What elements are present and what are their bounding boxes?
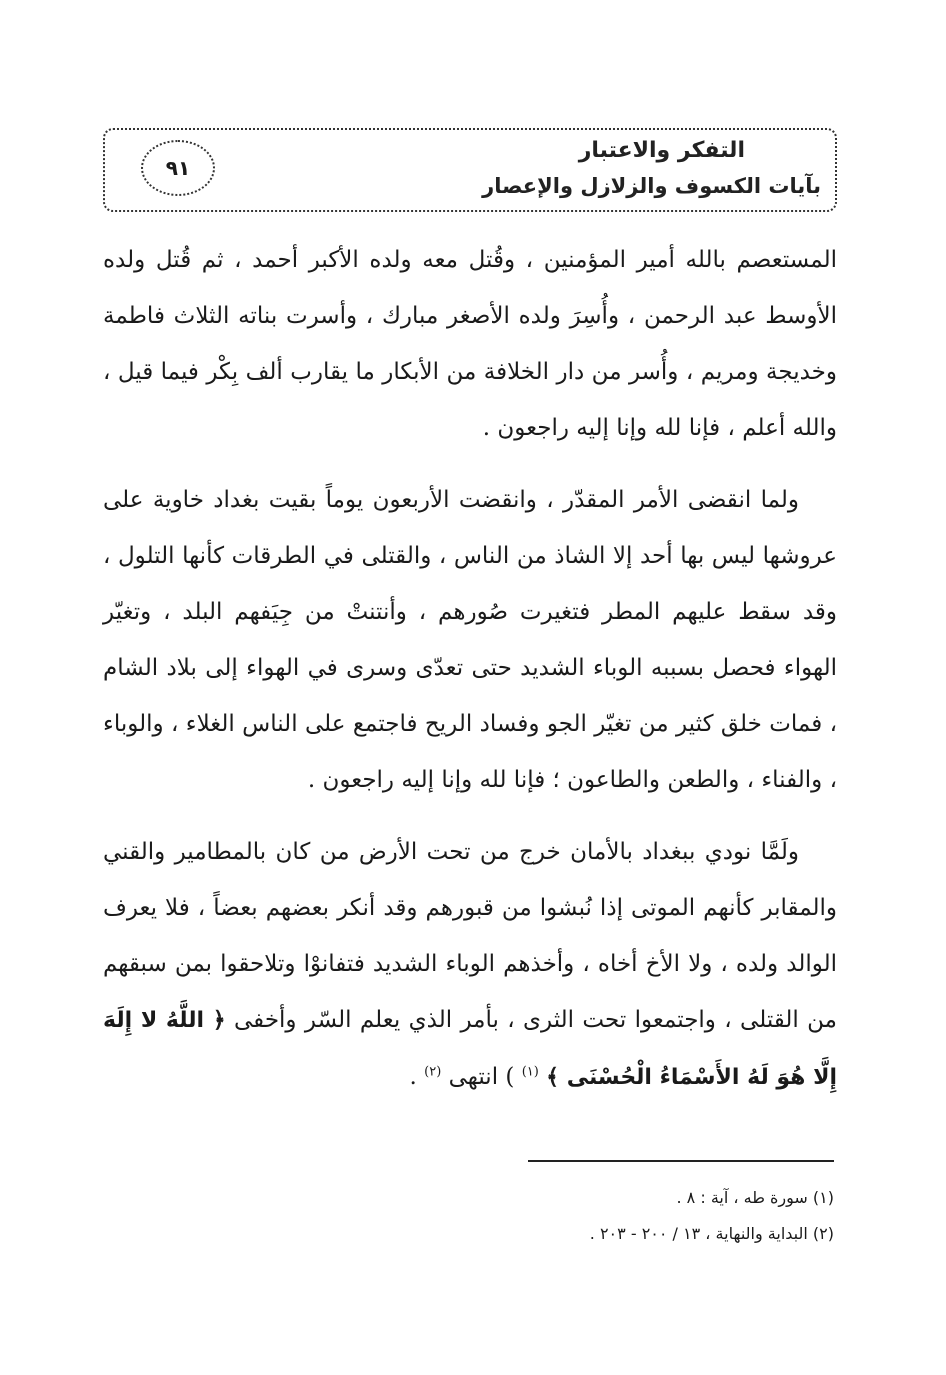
- footnote-divider: [528, 1160, 834, 1162]
- paragraph-3-period: .: [409, 1064, 417, 1090]
- header-subtitle: بآيات الكسوف والزلازل والإعصار: [482, 174, 821, 198]
- footnote-ref-1: (١): [521, 1064, 539, 1080]
- paragraph-1: المستعصم بالله أمير المؤمنين ، وقُتل معه ولده الأكبر أحمد ، ثم قُتل ولده الأوسط عبد الرحمن ، وأُسِرَ ولده الأصغر مبارك ، وأسرت بناته الثلاث فاطمة وخديجة ومريم ، وأُسر من دار الخلافة من الأبكار ما يقارب ألف بِكْر فيما قيل ، والله أعلم ، فإنا لله وإنا إليه راجعون .: [103, 247, 837, 441]
- footnote-2: (٢) البداية والنهاية ، ١٣ / ٢٠٠ - ٢٠٣ .: [589, 1224, 834, 1243]
- paragraph-2: ولما انقضى الأمر المقدّر ، وانقضت الأربعون يوماً بقيت بغداد خاوية على عروشها ليس بها أحد إلا الشاذ من الناس ، والقتلى في الطرقات كأنها التلول ، وقد سقط عليهم المطر فتغيرت صُورهم ، وأنتنتْ من جِيَفهم البلد ، وتغيّر الهواء فحصل بسببه الوباء الشديد حتى تعدّى وسرى في الهواء إلى بلاد الشام ، فمات خلق كثير من تغيّر الجو وفساد الريح فاجتمع على الناس الغلاء ، والوباء ، والفناء ، والطعن والطاعون ؛ فإنا لله وإنا إليه راجعون .: [103, 487, 837, 793]
- quran-verse: ﴿ اللَّهُ لا إِلَهَ إِلَّا هُوَ لَهُ الأَسْمَاءُ الْحُسْنَى ﴾: [103, 1008, 837, 1090]
- paragraph-3: [103, 824, 837, 1106]
- body-text: [103, 232, 837, 1106]
- page-header: [103, 128, 837, 212]
- footnotes: [400, 1180, 834, 1252]
- paragraph-3-ending: ) انتهى: [448, 1064, 515, 1090]
- header-title: التفكر والاعتبار: [578, 138, 745, 163]
- page-number: ٩١: [141, 140, 215, 196]
- paragraph-3-text: ولَمَّا نودي ببغداد بالأمان خرج من تحت الأرض من كان بالمطامير والقني والمقابر كأنهم الموتى إذا نُبشوا من قبورهم وقد أنكر بعضهم بعضاً ، فلا يعرف الوالد ولده ، ولا الأخ أخاه ، وأخذهم الوباء الشديد فتفانوْا وتلاحقوا بمن سبقهم من القتلى ، واجتمعوا تحت الثرى ، بأمر الذي يعلم السّر وأخفى: [103, 839, 837, 1033]
- footnote-1: (١) سورة طه ، آية : ٨ .: [676, 1188, 834, 1207]
- footnote-ref-2: (٢): [424, 1064, 442, 1080]
